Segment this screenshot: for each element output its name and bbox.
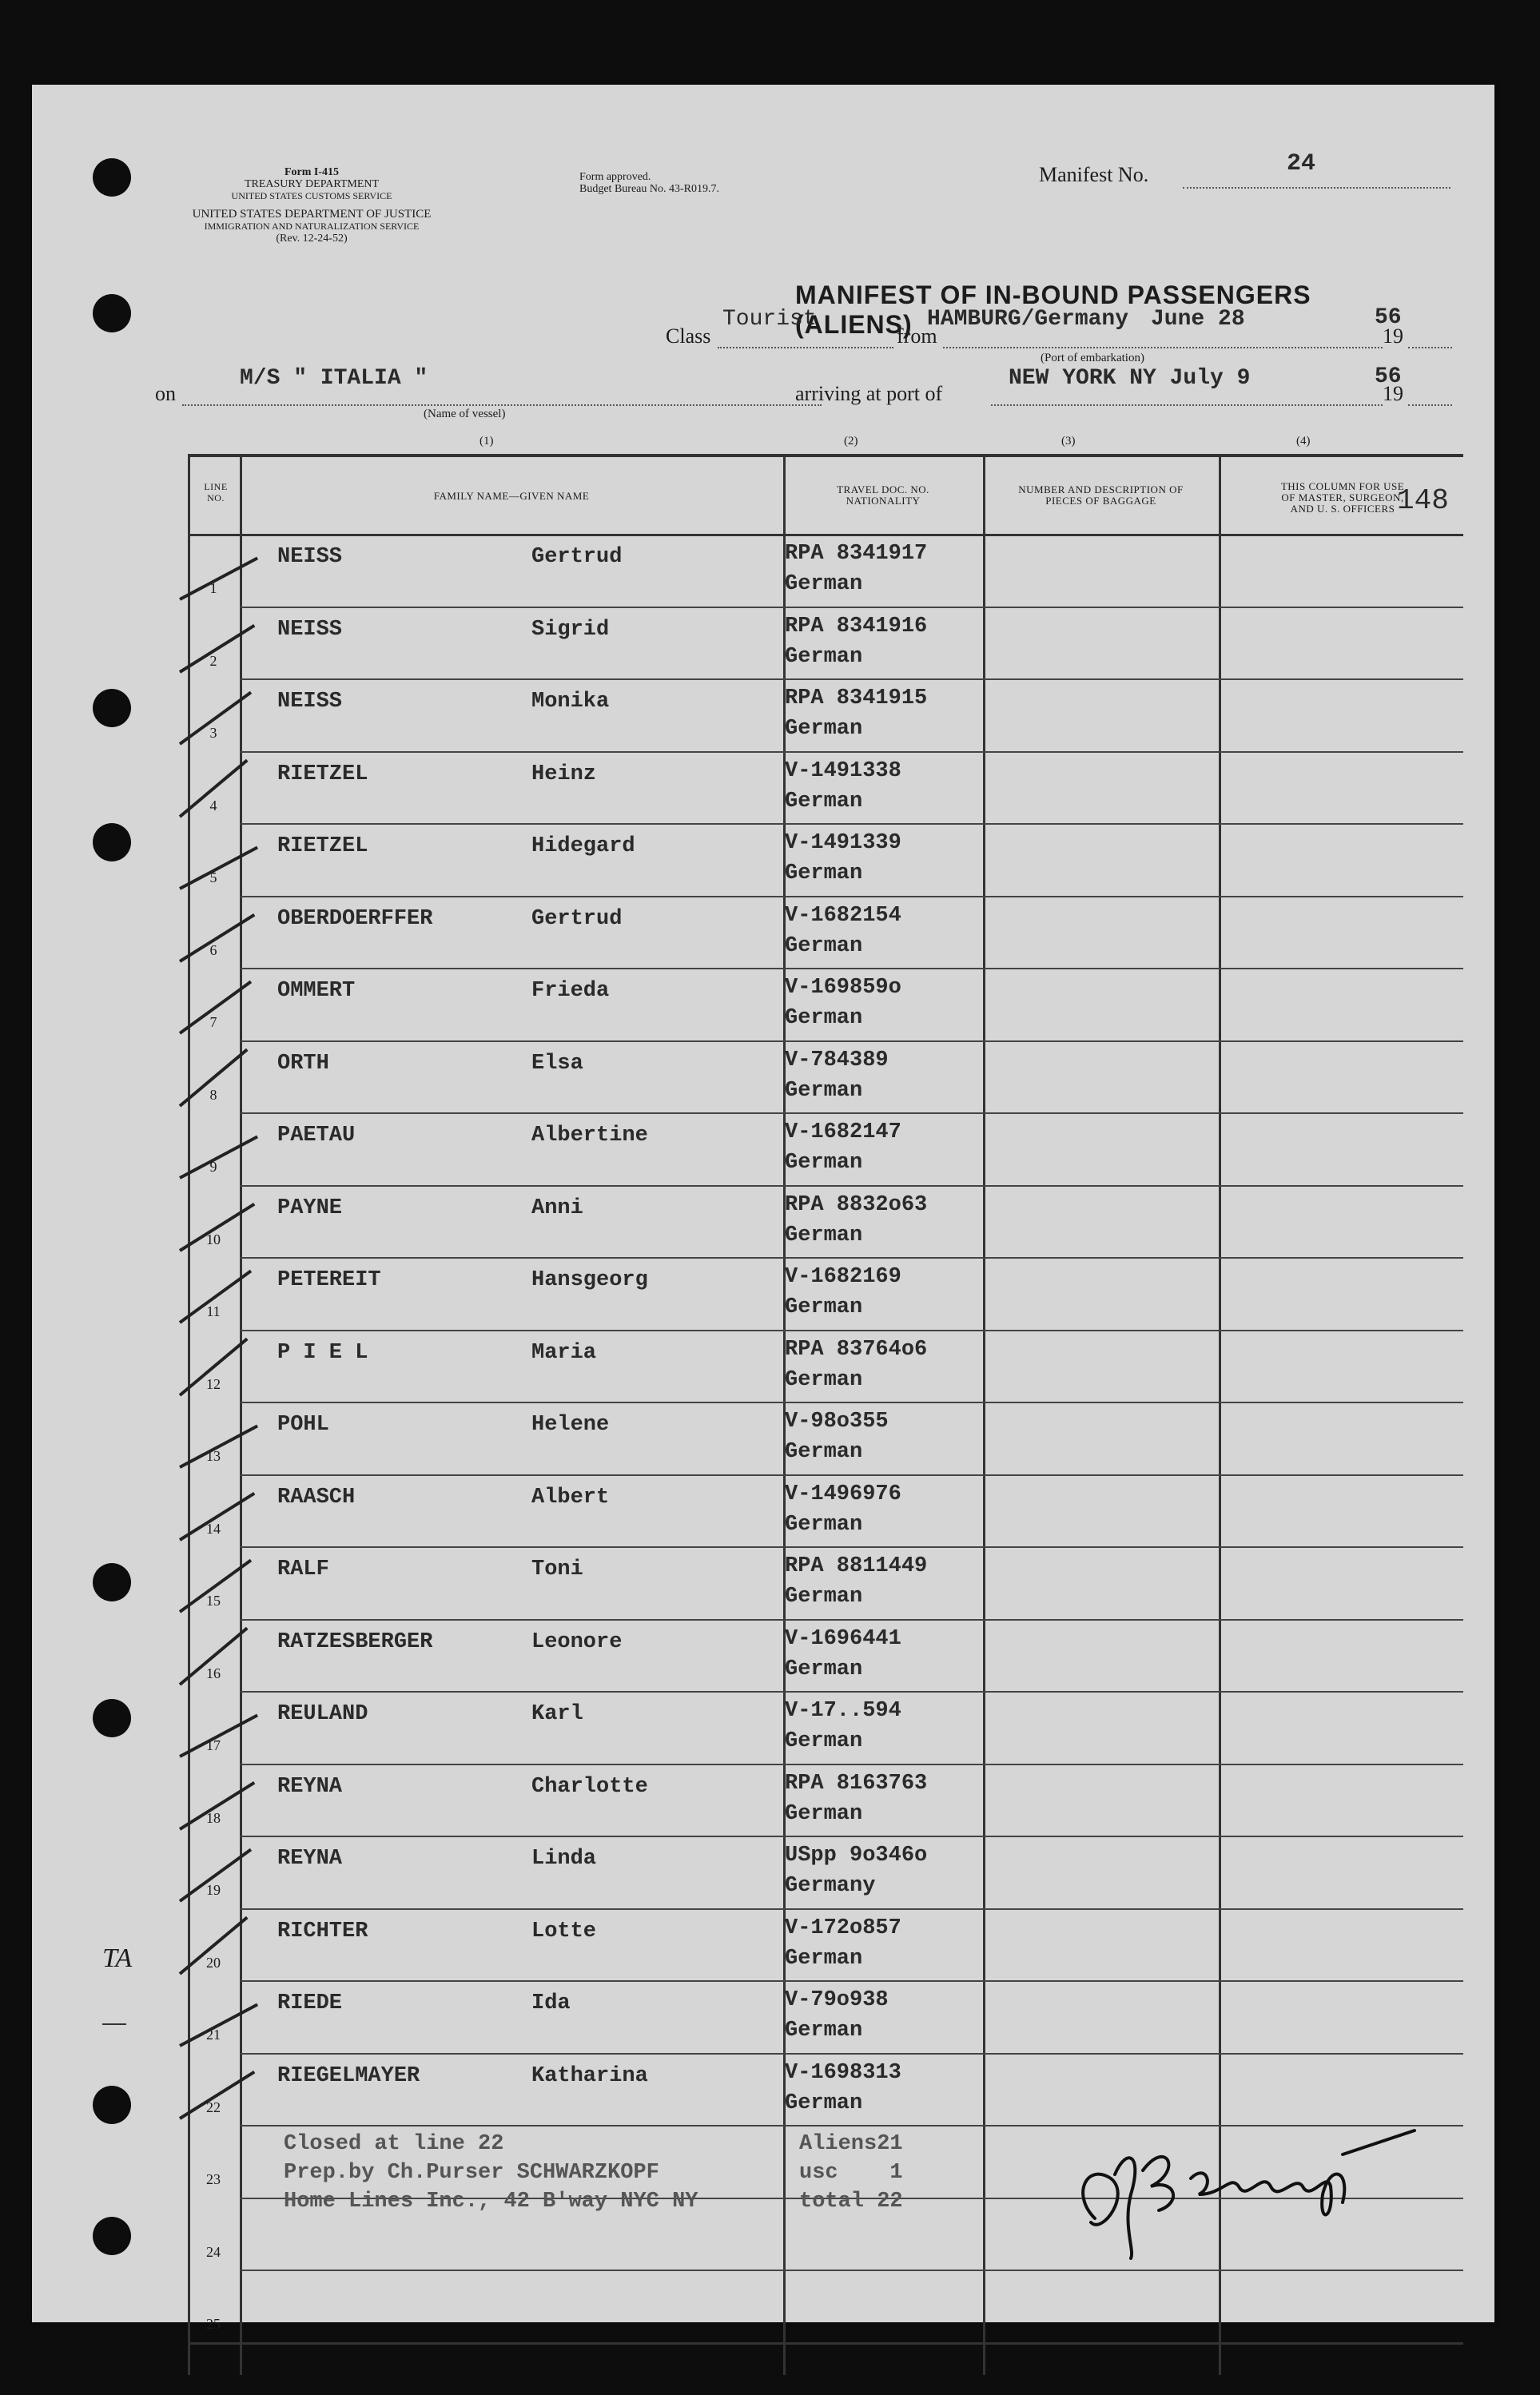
manifest-no-label: Manifest No. xyxy=(1039,163,1149,186)
closing-note xyxy=(284,2130,698,2216)
totals-note xyxy=(799,2130,903,2216)
family-name: P I E L xyxy=(277,1340,368,1365)
baggage-header-line1: NUMBER AND DESCRIPTION OF xyxy=(1018,483,1184,495)
travel-doc xyxy=(785,1840,927,1901)
travel-doc xyxy=(785,973,901,1033)
given-name: Charlotte xyxy=(531,1774,648,1799)
line-number: 6 xyxy=(209,941,217,958)
officer-header-line2: OF MASTER, SURGEON, xyxy=(1281,491,1404,503)
given-name: Leonore xyxy=(531,1629,623,1654)
class-value: Tourist xyxy=(722,307,817,332)
arrival-year-value: 56 xyxy=(1375,364,1402,389)
nationality: German xyxy=(785,933,863,958)
travel-doc-number: RPA 8341915 xyxy=(785,686,928,710)
closing-note-prep: Prep.by Ch.Purser SCHWARZKOPF xyxy=(284,2161,659,2185)
travel-doc xyxy=(785,1913,901,1974)
col4-number: (4) xyxy=(1296,435,1311,448)
form-approved: Form approved. xyxy=(579,171,651,183)
name-header: FAMILY NAME—GIVEN NAME xyxy=(433,490,590,502)
given-name: Albert xyxy=(531,1485,610,1510)
totals-total: total 22 xyxy=(799,2190,903,2214)
line-no-header: LINE NO. xyxy=(204,481,228,503)
given-name: Hansgeorg xyxy=(531,1268,648,1292)
travel-doc xyxy=(785,1406,889,1467)
port-embarkation-caption: (Port of embarkation) xyxy=(1041,352,1144,364)
table-row xyxy=(188,1474,1463,1546)
travel-doc xyxy=(785,611,927,672)
travel-doc-number: V-1682147 xyxy=(785,1120,901,1144)
line-number: 21 xyxy=(206,2027,221,2043)
travel-doc xyxy=(785,1624,901,1685)
from-date-value: June 28 xyxy=(1151,307,1245,332)
nationality: German xyxy=(785,717,863,741)
table-row xyxy=(188,1764,1463,1836)
ins-label: IMMIGRATION AND NATURALIZATION SERVICE xyxy=(204,221,420,232)
binder-hole xyxy=(93,2217,131,2255)
line-number: 25 xyxy=(206,2316,221,2332)
arrival-year-line xyxy=(1408,404,1452,406)
nationality: German xyxy=(785,1946,863,1971)
family-name: RIETZEL xyxy=(277,762,368,786)
family-name: NEISS xyxy=(277,617,343,642)
binder-hole xyxy=(93,823,131,861)
nationality: German xyxy=(785,1367,863,1392)
nationality: German xyxy=(785,644,863,669)
side-number: 148 xyxy=(1397,484,1449,517)
nationality: German xyxy=(785,2019,863,2043)
travel-doc-number: V-1491339 xyxy=(785,831,901,855)
class-line xyxy=(718,347,893,348)
travel-doc-number: V-17..594 xyxy=(785,1699,901,1723)
table-row xyxy=(188,678,1463,750)
nationality: German xyxy=(785,2091,863,2115)
travel-doc-number: V-98o355 xyxy=(785,1410,889,1434)
line-number: 22 xyxy=(206,2099,221,2115)
travel-doc-number: V-1696441 xyxy=(785,1626,901,1651)
travel-doc-header xyxy=(787,484,979,507)
travel-doc-number: V-79o938 xyxy=(785,1988,889,2012)
travel-doc-number: V-1496976 xyxy=(785,1482,901,1506)
officer-header-line1: THIS COLUMN FOR USE xyxy=(1280,480,1405,492)
totals-usc: usc 1 xyxy=(799,2161,903,2185)
family-name: RIETZEL xyxy=(277,834,368,858)
travel-doc-number: RPA 8341916 xyxy=(785,614,928,639)
travel-doc-number: V-1698313 xyxy=(785,2060,901,2085)
nationality: German xyxy=(785,1223,863,1247)
table-row xyxy=(188,1040,1463,1112)
treasury-label: TREASURY DEPARTMENT xyxy=(244,178,380,190)
family-name: OMMERT xyxy=(277,979,356,1003)
family-name: RAASCH xyxy=(277,1485,356,1510)
line-number: 7 xyxy=(209,1014,217,1030)
nationality: German xyxy=(785,1657,863,1681)
col1-number: (1) xyxy=(480,435,494,448)
nationality: German xyxy=(785,572,863,596)
travel-doc-number: V-784389 xyxy=(785,1048,889,1072)
manifest-sheet xyxy=(32,85,1494,2332)
travel-doc xyxy=(785,1335,927,1395)
nationality: German xyxy=(785,1295,863,1319)
margin-note-underline xyxy=(102,2023,126,2025)
given-name: Lotte xyxy=(531,1919,597,1943)
nationality: German xyxy=(785,1585,863,1609)
form-header-block xyxy=(152,166,472,245)
from-year-value: 56 xyxy=(1375,305,1402,330)
travel-doc-number: V-172o857 xyxy=(785,1916,901,1940)
family-name: REYNA xyxy=(277,1847,343,1871)
travel-doc xyxy=(785,1117,901,1178)
family-name: NEISS xyxy=(277,690,343,714)
travel-doc xyxy=(785,1190,927,1251)
table-bottom-border xyxy=(188,2342,1463,2345)
year-prefix-2: 19 xyxy=(1383,382,1403,405)
family-name: PAYNE xyxy=(277,1196,343,1220)
given-name: Helene xyxy=(531,1413,610,1437)
arrival-port-value: NEW YORK NY July 9 xyxy=(1009,366,1251,391)
vessel-caption: (Name of vessel) xyxy=(424,408,506,420)
family-name: ORTH xyxy=(277,1051,329,1076)
arriving-label: arriving at port of xyxy=(795,382,943,405)
given-name: Katharina xyxy=(531,2063,648,2088)
family-name: RIEDE xyxy=(277,1991,343,2015)
line-number: 9 xyxy=(209,1159,217,1175)
family-name: OBERDOERFFER xyxy=(277,906,433,931)
line-number: 15 xyxy=(206,1593,221,1609)
nationality: German xyxy=(785,1729,863,1753)
line-number: 11 xyxy=(206,1303,221,1319)
family-name: PETEREIT xyxy=(277,1268,381,1292)
travel-doc xyxy=(785,1262,901,1323)
travel-doc xyxy=(785,901,901,961)
officer-header-line3: AND U. S. OFFICERS xyxy=(1290,503,1395,515)
table-row xyxy=(188,1619,1463,1691)
travel-doc xyxy=(785,1551,927,1612)
given-name: Karl xyxy=(531,1702,583,1726)
closing-note-lines: Home Lines Inc., 42 B'way NYC NY xyxy=(284,2190,698,2214)
line-number: 16 xyxy=(206,1665,221,1681)
table-row xyxy=(188,968,1463,1040)
from-line xyxy=(943,347,1383,348)
family-name: RALF xyxy=(277,1558,329,1581)
table-row xyxy=(188,1691,1463,1763)
table-row xyxy=(188,1257,1463,1329)
travel-doc-header-line1: TRAVEL DOC. NO. xyxy=(837,483,929,495)
line-number: 4 xyxy=(209,797,217,814)
margin-note: TA xyxy=(102,1943,133,1973)
arrival-line xyxy=(991,404,1383,406)
col3-number: (3) xyxy=(1061,435,1076,448)
given-name: Anni xyxy=(531,1196,583,1220)
passenger-table xyxy=(188,454,1463,2375)
given-name: Frieda xyxy=(531,979,610,1003)
given-name: Heinz xyxy=(531,762,597,786)
family-name: REULAND xyxy=(277,1702,368,1726)
nationality: German xyxy=(785,1078,863,1103)
line-number: 8 xyxy=(209,1086,217,1103)
table-row xyxy=(188,823,1463,895)
class-label: Class xyxy=(666,324,711,348)
vessel-value: M/S " ITALIA " xyxy=(240,366,428,391)
given-name: Linda xyxy=(531,1847,597,1871)
given-name: Sigrid xyxy=(531,617,610,642)
binder-hole xyxy=(93,689,131,727)
nationality: German xyxy=(785,789,863,814)
table-row xyxy=(188,896,1463,968)
given-name: Elsa xyxy=(531,1051,583,1076)
manifest-title: MANIFEST OF IN-BOUND PASSENGERS (ALIENS) xyxy=(795,280,1311,339)
travel-doc-number: RPA 8341917 xyxy=(785,542,928,566)
travel-doc-number: V-1682154 xyxy=(785,903,901,928)
given-name: Hidegard xyxy=(531,834,635,858)
table-row xyxy=(188,1908,1463,1980)
given-name: Gertrud xyxy=(531,906,623,931)
line-number: 10 xyxy=(206,1231,221,1247)
from-label: from xyxy=(897,324,937,348)
officer-signature xyxy=(1055,2099,1423,2262)
travel-doc-number: V-169859o xyxy=(785,976,901,1000)
travel-doc xyxy=(785,2058,901,2119)
table-row xyxy=(188,1402,1463,1474)
budget-block xyxy=(579,171,719,195)
travel-doc-number: RPA 8832o63 xyxy=(785,1192,928,1217)
table-row xyxy=(188,1836,1463,1908)
travel-doc xyxy=(785,683,927,744)
travel-doc-number: V-1682169 xyxy=(785,1265,901,1289)
given-name: Ida xyxy=(531,1991,571,2015)
travel-doc-number: USpp 9o346o xyxy=(785,1844,928,1868)
line-number: 1 xyxy=(209,580,217,596)
travel-doc xyxy=(785,1985,889,2046)
line-number: 18 xyxy=(206,1809,221,1826)
family-name: REYNA xyxy=(277,1774,343,1799)
table-row xyxy=(188,1980,1463,2052)
family-name: POHL xyxy=(277,1413,329,1437)
manifest-no-line xyxy=(1183,187,1450,189)
budget-bureau: Budget Bureau No. 43-R019.7. xyxy=(579,183,719,195)
nationality: Germany xyxy=(785,1874,876,1898)
line-number: 23 xyxy=(206,2171,221,2187)
given-name: Albertine xyxy=(531,1124,648,1148)
travel-doc xyxy=(785,1045,889,1106)
travel-doc-number: RPA 83764o6 xyxy=(785,1337,928,1362)
table-top-border xyxy=(188,454,1463,457)
table-row xyxy=(188,1330,1463,1402)
nationality: German xyxy=(785,1151,863,1175)
baggage-header xyxy=(987,484,1215,507)
line-number: 19 xyxy=(206,1882,221,1898)
table-row xyxy=(188,1546,1463,1618)
nationality: German xyxy=(785,1440,863,1464)
line-number: 17 xyxy=(206,1737,221,1753)
line-number: 20 xyxy=(206,1954,221,1971)
family-name: RIEGELMAYER xyxy=(277,2063,420,2088)
justice-label: UNITED STATES DEPARTMENT OF JUSTICE xyxy=(192,208,432,221)
form-number: Form I-415 xyxy=(284,166,340,178)
nationality: German xyxy=(785,1006,863,1030)
table-row xyxy=(188,534,1463,606)
travel-doc xyxy=(785,1768,927,1829)
col2-number: (2) xyxy=(844,435,858,448)
table-row xyxy=(188,607,1463,678)
line-number: 14 xyxy=(206,1520,221,1537)
line-number: 12 xyxy=(206,1375,221,1392)
on-label: on xyxy=(155,382,176,405)
officer-use-header xyxy=(1223,481,1462,515)
table-row xyxy=(188,2270,1463,2341)
family-name: PAETAU xyxy=(277,1124,356,1148)
travel-doc-number: V-1491338 xyxy=(785,758,901,783)
family-name: NEISS xyxy=(277,545,343,569)
binder-hole xyxy=(93,2086,131,2124)
line-number: 13 xyxy=(206,1448,221,1464)
given-name: Maria xyxy=(531,1340,597,1365)
travel-doc xyxy=(785,1696,901,1756)
revision-label: (Rev. 12-24-52) xyxy=(276,233,348,245)
binder-hole xyxy=(93,1699,131,1737)
binder-hole xyxy=(93,294,131,332)
given-name: Toni xyxy=(531,1558,583,1581)
travel-doc-header-line2: NATIONALITY xyxy=(846,495,921,507)
binder-hole xyxy=(93,1563,131,1601)
from-port-value: HAMBURG/Germany xyxy=(927,307,1129,332)
nationality: German xyxy=(785,1512,863,1537)
table-row xyxy=(188,1112,1463,1184)
table-row xyxy=(188,751,1463,823)
manifest-no-value: 24 xyxy=(1287,150,1316,177)
given-name: Monika xyxy=(531,690,610,714)
travel-doc-number: RPA 8811449 xyxy=(785,1554,928,1578)
from-year-line xyxy=(1408,347,1452,348)
family-name: RATZESBERGER xyxy=(277,1629,433,1654)
line-number: 2 xyxy=(209,652,217,669)
travel-doc xyxy=(785,828,901,889)
given-name: Gertrud xyxy=(531,545,623,569)
vessel-line xyxy=(182,404,822,406)
family-name: RICHTER xyxy=(277,1919,368,1943)
binder-hole xyxy=(93,158,131,197)
customs-label: UNITED STATES CUSTOMS SERVICE xyxy=(231,190,392,201)
baggage-header-line2: PIECES OF BAGGAGE xyxy=(1045,495,1156,507)
closing-note-closed: Closed at line 22 xyxy=(284,2132,504,2156)
totals-aliens: Aliens21 xyxy=(799,2132,903,2156)
travel-doc xyxy=(785,756,901,817)
travel-doc xyxy=(785,539,927,599)
year-prefix: 19 xyxy=(1383,324,1403,348)
table-row xyxy=(188,1185,1463,1257)
travel-doc-number: RPA 8163763 xyxy=(785,1771,928,1796)
line-number: 24 xyxy=(206,2243,221,2260)
nationality: German xyxy=(785,1801,863,1826)
line-number: 3 xyxy=(209,725,217,741)
travel-doc xyxy=(785,1479,901,1540)
line-number: 5 xyxy=(209,869,217,885)
nationality: German xyxy=(785,861,863,885)
